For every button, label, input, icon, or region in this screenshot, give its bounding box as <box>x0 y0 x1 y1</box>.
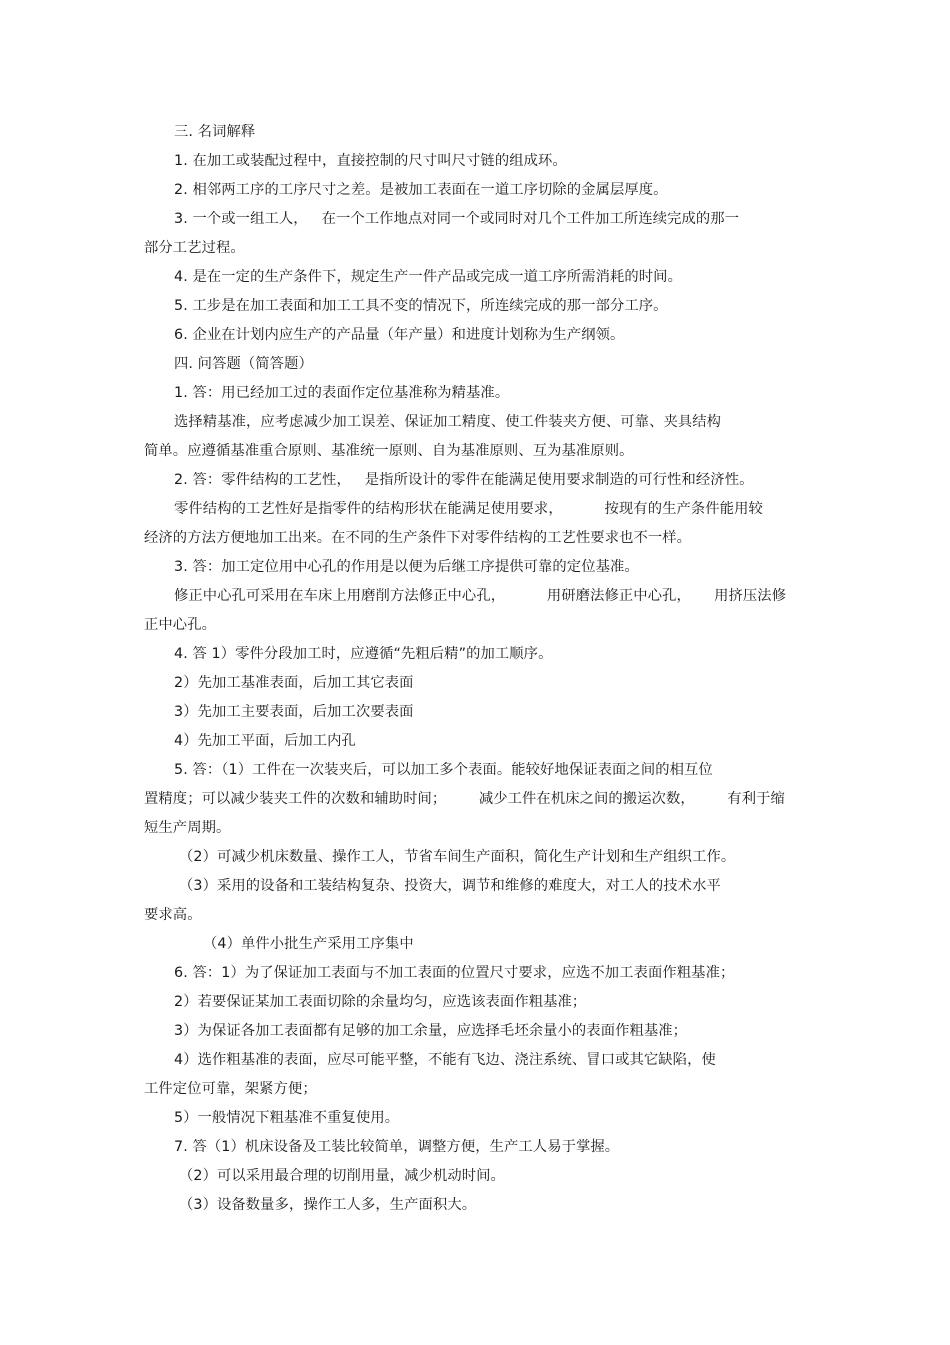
text-line: 6. 企业在计划内应生产的产品量（年产量）和进度计划称为生产纲领。 <box>174 327 625 343</box>
text-line: 4）先加工平面，后加工内孔 <box>174 733 356 749</box>
text-line: 经济的方法方便地加工出来。在不同的生产条件下对零件结构的工艺性要求也不一样。 <box>144 530 692 546</box>
text-line: 3. 答：加工定位用中心孔的作用是以便为后继工序提供可靠的定位基准。 <box>174 559 639 575</box>
text-line: 2）先加工基准表面，后加工其它表面 <box>174 675 414 691</box>
text-line: 7. 答（1）机床设备及工装比较简单，调整方便，生产工人易于掌握。 <box>174 1139 620 1155</box>
text-line: 4. 答 1）零件分段加工时，应遵循“先粗后精”的加工顺序。 <box>174 646 553 662</box>
section-heading-term-definitions: 三. 名词解释 <box>174 124 256 140</box>
text-line: 6. 答：1）为了保证加工表面与不加工表面的位置尺寸要求，应选不加工表面作粗基准； <box>174 965 735 981</box>
text-line: 工件定位可靠，架紧方便； <box>144 1081 317 1097</box>
text-line: 要求高。 <box>144 907 202 923</box>
text-line: 3）为保证各加工表面都有足够的加工余量，应选择毛坯余量小的表面作粗基准； <box>174 1023 688 1039</box>
text-line: 2. 相邻两工序的工序尺寸之差。是被加工表面在一道工序切除的金属层厚度。 <box>174 182 668 198</box>
text-line: （3）采用的设备和工装结构复杂、投资大，调节和维修的难度大，对工人的技术水平 <box>179 878 721 894</box>
text-line: 2）若要保证某加工表面切除的余量均匀，应选该表面作粗基准； <box>174 994 587 1010</box>
text-line: 2. 答：零件结构的工艺性， 是指所设计的零件在能满足使用要求制造的可行性和经济性。 <box>174 472 754 488</box>
text-line: （2）可以采用最合理的切削用量，减少机动时间。 <box>179 1168 505 1184</box>
text-line: （3）设备数量多，操作工人多，生产面积大。 <box>179 1197 477 1213</box>
text-line: 5）一般情况下粗基准不重复使用。 <box>174 1110 400 1126</box>
text-line: 修正中心孔可采用在车床上用磨削方法修正中心孔， 用研磨法修正中心孔， 用挤压法修 <box>174 588 787 604</box>
text-line: 简单。应遵循基准重合原则、基准统一原则、自为基准原则、互为基准原则。 <box>144 443 634 459</box>
section-heading-qa: 四. 问答题（简答题） <box>174 356 313 372</box>
text-line: 5. 工步是在加工表面和加工工具不变的情况下，所连续完成的那一部分工序。 <box>174 298 668 314</box>
text-line: 正中心孔。 <box>144 617 216 633</box>
text-line: 5. 答：（1）工件在一次装夹后，可以加工多个表面。能较好地保证表面之间的相互位 <box>174 762 713 778</box>
text-line: （4）单件小批生产采用工序集中 <box>203 936 414 952</box>
text-line: 3. 一个或一组工人， 在一个工作地点对同一个或同时对几个工件加工所连续完成的那一 <box>174 211 740 227</box>
text-line: 4）选作粗基准的表面，应尽可能平整，不能有飞边、浇注系统、冒口或其它缺陷，使 <box>174 1052 716 1068</box>
text-line: 选择精基准，应考虑减少加工误差、保证加工精度、使工件装夹方便、可靠、夹具结构 <box>174 414 722 430</box>
text-line: 置精度；可以减少装夹工件的次数和辅助时间； 减少工件在机床之间的搬运次数， 有利于缩 <box>144 791 785 807</box>
text-line: 部分工艺过程。 <box>144 240 245 256</box>
text-line: （2）可减少机床数量、操作工人，节省车间生产面积，简化生产计划和生产组织工作。 <box>179 849 736 865</box>
text-line: 1. 答：用已经加工过的表面作定位基准称为精基准。 <box>174 385 510 401</box>
text-line: 4. 是在一定的生产条件下，规定生产一件产品或完成一道工序所需消耗的时间。 <box>174 269 682 285</box>
text-line: 短生产周期。 <box>144 820 231 836</box>
text-line: 零件结构的工艺性好是指零件的结构形状在能满足使用要求， 按现有的生产条件能用较 <box>174 501 763 517</box>
text-line: 3）先加工主要表面，后加工次要表面 <box>174 704 414 720</box>
text-line: 1. 在加工或装配过程中，直接控制的尺寸叫尺寸链的组成环。 <box>174 153 567 169</box>
